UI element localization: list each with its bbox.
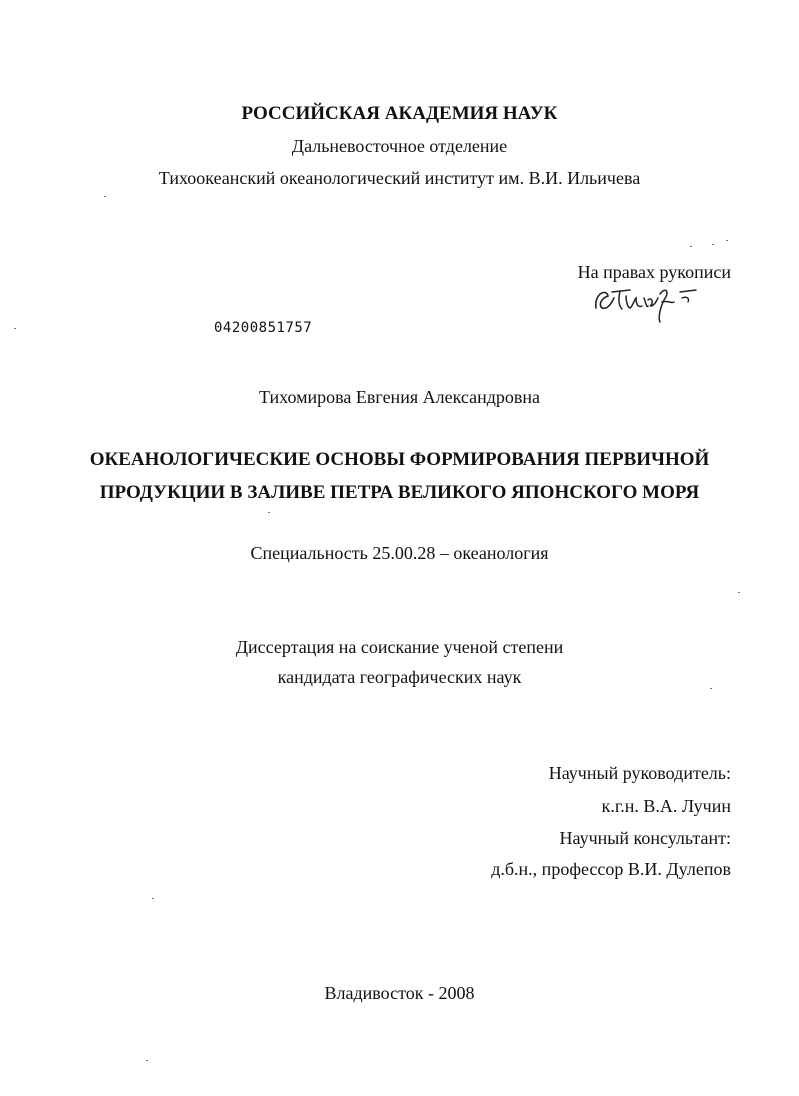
handwritten-signature <box>592 284 704 324</box>
manuscript-note: На правах рукописи <box>577 262 731 282</box>
degree-line-2: кандидата географических наук <box>277 667 522 687</box>
scan-speck <box>712 244 714 245</box>
city-year: Владивосток - 2008 <box>324 983 475 1003</box>
supervisor-name: к.г.н. В.А. Лучин <box>601 796 731 816</box>
institute-name: Тихоокеанский океанологический институт им. В.И. Ильичева <box>158 168 641 188</box>
scan-speck <box>146 1060 148 1061</box>
library-code: 04200851757 <box>214 320 313 336</box>
scan-speck <box>268 512 270 513</box>
dissertation-title-line-1: ОКЕАНОЛОГИЧЕСКИЕ ОСНОВЫ ФОРМИРОВАНИЯ ПЕРВИЧНОЙ <box>89 449 710 470</box>
supervisor-label: Научный руководитель: <box>548 763 731 783</box>
scan-speck <box>690 246 692 247</box>
scan-speck <box>14 328 16 329</box>
specialty: Специальность 25.00.28 – океанология <box>250 543 549 563</box>
scan-speck <box>726 240 728 241</box>
branch-name: Дальневосточное отделение <box>291 136 508 156</box>
scan-speck <box>710 688 712 689</box>
organization-heading: РОССИЙСКАЯ АКАДЕМИЯ НАУК <box>241 103 558 124</box>
degree-line-1: Диссертация на соискание ученой степени <box>235 637 564 657</box>
author-name: Тихомирова Евгения Александровна <box>259 387 540 407</box>
scan-speck <box>104 196 106 197</box>
scan-speck <box>738 592 740 593</box>
scan-speck <box>152 898 154 899</box>
dissertation-title-line-2: ПРОДУКЦИИ В ЗАЛИВЕ ПЕТРА ВЕЛИКОГО ЯПОНСКОГО МОРЯ <box>99 482 700 503</box>
consultant-label: Научный консультант: <box>559 828 731 848</box>
consultant-name: д.б.н., профессор В.И. Дулепов <box>491 859 731 879</box>
